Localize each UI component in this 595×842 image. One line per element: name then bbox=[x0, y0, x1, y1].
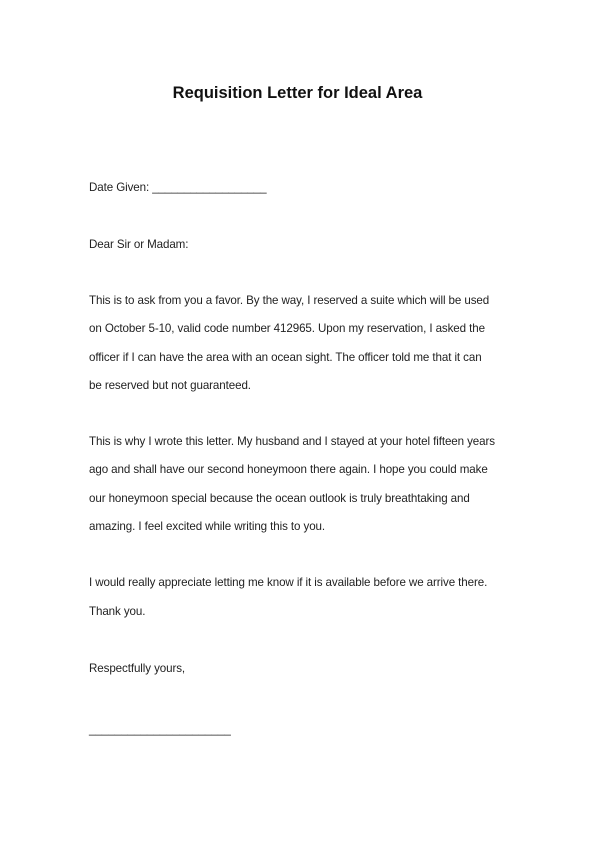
signature-line: ______________________ bbox=[89, 723, 231, 736]
closing: Respectfully yours, bbox=[89, 662, 186, 675]
paragraph-line: our honeymoon special because the ocean outlook is truly breathtaking and bbox=[89, 492, 470, 505]
date-line: Date Given: __________________ bbox=[89, 181, 267, 194]
paragraph-line: amazing. I feel excited while writing this to you. bbox=[89, 520, 326, 533]
document-title: Requisition Letter for Ideal Area bbox=[172, 84, 423, 102]
paragraph-line: officer if I can have the area with an ocean sight. The officer told me that it can bbox=[89, 351, 482, 364]
salutation: Dear Sir or Madam: bbox=[89, 238, 189, 251]
paragraph-line: on October 5-10, valid code number 412965. Upon my reservation, I asked the bbox=[89, 322, 485, 335]
paragraph-line: ago and shall have our second honeymoon there again. I hope you could make bbox=[89, 463, 488, 476]
paragraph-line: This is to ask from you a favor. By the way, I reserved a suite which will be used bbox=[89, 294, 490, 307]
paragraph-line: I would really appreciate letting me know if it is available before we arrive there. bbox=[89, 576, 488, 589]
paragraph-line: be reserved but not guaranteed. bbox=[89, 379, 251, 392]
paragraph-line: Thank you. bbox=[89, 605, 146, 618]
paragraph-line: This is why I wrote this letter. My husband and I stayed at your hotel fifteen years bbox=[89, 435, 495, 448]
